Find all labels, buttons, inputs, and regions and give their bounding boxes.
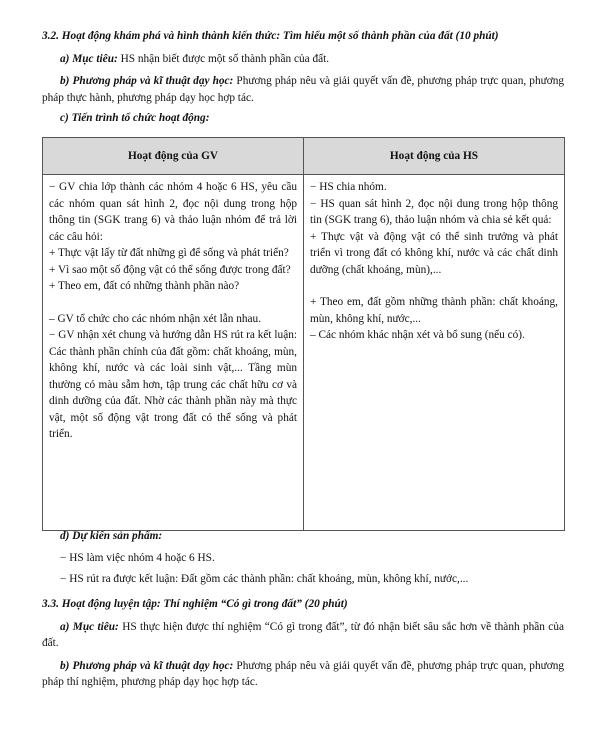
hs-item: – Các nhóm khác nhận xét và bổ sung (nếu có). — [310, 329, 525, 341]
method-text: Phương pháp nêu và giải quyết vấn đề, phương pháp trực quan, phương pháp thực hành, phương pháp dạy học hợp tác. — [42, 75, 564, 104]
method-paragraph — [42, 658, 564, 691]
gv-item: − GV nhận xét chung và hướng dẫn HS rút ra kết luận: Các thành phần chính của đất gồm: chất khoáng, mùn, không khí, nước và các loài sinh vật,... Tầng mùn thường có màu sẫm hơn, tập trung các chất hữu cơ và dinh dưỡng của đất. Nhờ các thành phần này mà thực vật, một số động vật trong đất có thể sống và phát triển. — [49, 329, 297, 440]
product-item: − HS rút ra được kết luận: Đất gồm các thành phần: chất khoáng, mùn, không khí, nước,... — [60, 573, 469, 585]
gv-item: + Vì sao một số động vật có thể sống được trong đất? — [49, 263, 291, 276]
gv-item: + Thực vật lấy từ đất những gì để sống và phát triển? — [49, 247, 289, 259]
goal-label: a) Mục tiêu: — [60, 620, 119, 633]
section-3-2 — [42, 28, 564, 127]
goal-paragraph — [42, 51, 564, 68]
hs-item: + Theo em, đất gồm những thành phần: chất khoáng, mùn, không khí, nước,... — [310, 296, 558, 325]
method-label: b) Phương pháp và kĩ thuật dạy học: — [60, 659, 234, 672]
section-3-3-heading: 3.3. Hoạt động luyện tập: Thí nghiệm “Có gì trong đất” (20 phút) — [42, 598, 348, 610]
spacer — [49, 295, 297, 311]
product-paragraph — [42, 528, 564, 545]
hs-item: − HS quan sát hình 2, đọc nội dung trong hộp thông tin (SGK trang 6), thảo luận nhóm và chia sẻ kết quả: — [310, 197, 558, 226]
goal-text: HS nhận biết được một số thành phần của đất. — [117, 52, 330, 65]
table-row — [43, 175, 565, 531]
method-paragraph — [42, 73, 564, 106]
table-header-row — [43, 138, 565, 175]
hs-cell — [304, 175, 565, 531]
header-hs: Hoạt động của HS — [304, 138, 565, 175]
hs-item: + Thực vật và động vật có thể sinh trưởng và phát triển vì trong đất có không khí, nước và các chất dinh dưỡng (chất khoáng, mùn),... — [310, 230, 558, 276]
spacer — [310, 278, 558, 294]
gv-item: + Theo em, đất có những thành phần nào? — [49, 280, 240, 292]
method-label: b) Phương pháp và kĩ thuật dạy học: — [60, 75, 234, 87]
section-3-3 — [42, 596, 564, 691]
product-label: d) Dự kiến sản phẩm: — [60, 530, 163, 542]
process-paragraph — [42, 110, 564, 127]
activity-table — [42, 137, 565, 531]
process-label: c) Tiến trình tổ chức hoạt động: — [60, 112, 210, 124]
gv-item: − GV chia lớp thành các nhóm 4 hoặc 6 HS, yêu cầu các nhóm quan sát hình 2, đọc nội dung trong hộp thông tin (SGK trang 6) và thảo luận nhóm để trả lời các câu hỏi: — [49, 181, 297, 243]
after-table — [42, 528, 564, 588]
method-text: Phương pháp nêu và giải quyết vấn đề, phương pháp trực quan, phương pháp thí nghiệm, phương pháp dạy học hợp tác. — [42, 659, 564, 688]
gv-cell — [43, 175, 304, 531]
gv-item: – GV tổ chức cho các nhóm nhận xét lẫn nhau. — [49, 312, 262, 325]
goal-text: HS thực hiện được thí nghiệm “Có gì trong đất”, từ đó nhận biết sâu sắc hơn về thành phần của đất. — [42, 620, 564, 649]
goal-label: a) Mục tiêu: — [60, 52, 118, 65]
product-item: − HS làm việc nhóm 4 hoặc 6 HS. — [60, 551, 215, 564]
hs-item: − HS chia nhóm. — [310, 181, 387, 193]
goal-paragraph — [42, 619, 564, 652]
header-gv: Hoạt động của GV — [43, 138, 304, 175]
section-3-2-heading: 3.2. Hoạt động khám phá và hình thành kiến thức: Tìm hiểu một số thành phần của đất (10 phút) — [42, 30, 499, 42]
